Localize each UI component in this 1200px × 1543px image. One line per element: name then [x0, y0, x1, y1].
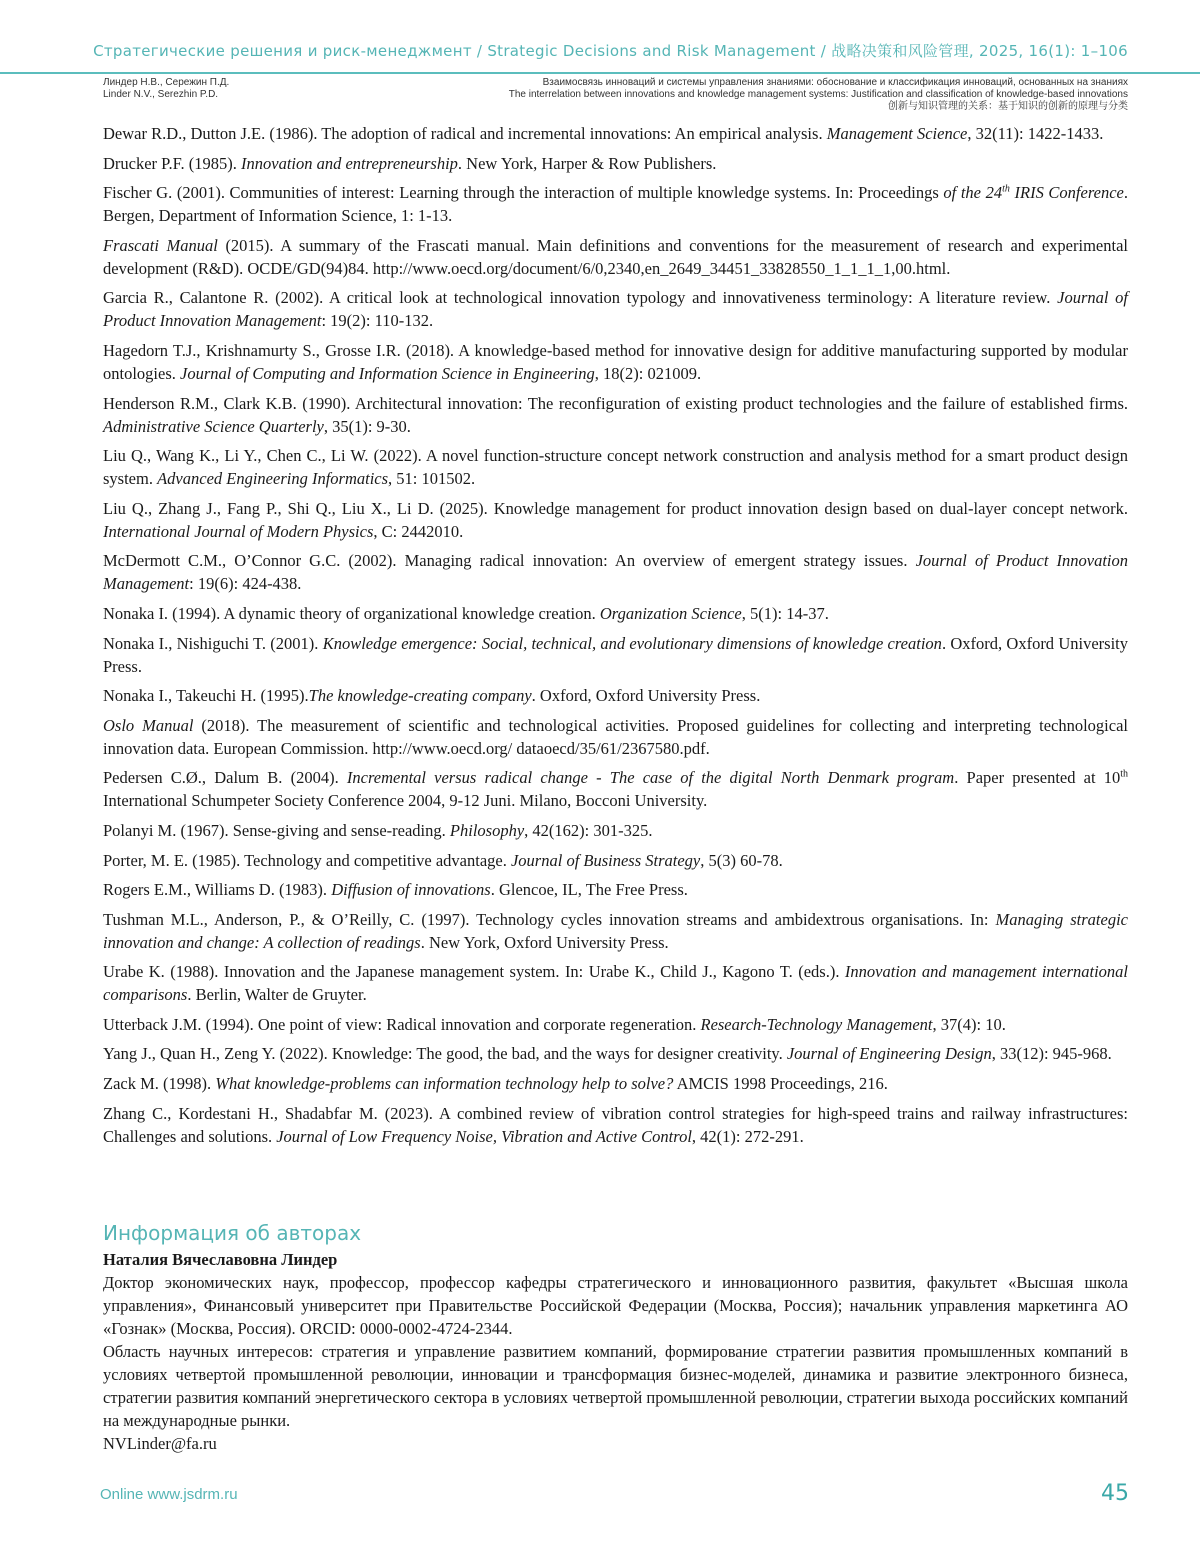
- reference-text: Zhang C., Kordestani H., Shadabfar M. (2023). A combined review of vibration control strategies for high-speed trains and railway infrastructures: Challenges and solutions.: [103, 1103, 1128, 1146]
- reference-item: [103, 549, 1128, 595]
- reference-text: : 19(2): 110-132.: [321, 311, 434, 331]
- author-info: [103, 1248, 1128, 1455]
- reference-text: McDermott C.M., O’Connor G.C. (2002). Managing radical innovation: An overview of emergent strategy issues.: [103, 551, 916, 571]
- reference-text: th: [1120, 768, 1129, 780]
- reference-text: Dewar R.D., Dutton J.E. (1986). The adoption of radical and incremental innovations: An empirical analysis.: [103, 124, 827, 143]
- reference-text: (2018). The measurement of scientific and technological activities. Proposed guidelines for collecting and interpreting technological innovation data. European Commission. http://www.oecd.org/ dataoecd/35/61/2367580.pdf.: [103, 715, 1128, 758]
- reference-text: . Bergen, Department of Information Science, 1: 1-13.: [103, 183, 1128, 226]
- reference-italic-text: Philosophy: [449, 820, 525, 840]
- reference-text: , C: 2442010.: [373, 521, 464, 541]
- reference-item: [103, 339, 1128, 385]
- reference-text: , 5(1): 14-37.: [741, 603, 829, 623]
- page-number: 45: [1101, 1481, 1129, 1506]
- reference-text: , 42(162): 301-325.: [524, 820, 653, 840]
- reference-text: . Glencoe, IL, The Free Press.: [490, 880, 688, 900]
- reference-italic-text: Managing strategic innovation and change: A collection of readings: [103, 909, 1128, 952]
- reference-italic-text: Diffusion of innovations: [331, 880, 491, 900]
- reference-italic-text: Journal of Business Strategy: [510, 850, 701, 870]
- reference-italic-text: Journal of Low Frequency Noise, Vibration and Active Control: [276, 1126, 692, 1146]
- reference-italic-text: Advanced Engineering Informatics: [157, 469, 389, 489]
- reference-text: Urabe K. (1988). Innovation and the Japanese management system. In: Urabe K., Child J., Kagono T. (eds.).: [103, 962, 845, 982]
- reference-text: Hagedorn T.J., Krishnamurty S., Grosse I.R. (2018). A knowledge-based method for innovative design for additive manufacturing supported by modular ontologies.: [103, 340, 1128, 383]
- article-subheader: [103, 77, 1128, 117]
- reference-italic-text: What knowledge-problems can information technology help to solve?: [215, 1074, 674, 1094]
- reference-italic-text: Journal of Product Innovation Management: [103, 288, 1128, 331]
- reference-item: [103, 181, 1128, 227]
- reference-text: , 5(3) 60-78.: [700, 850, 783, 870]
- title-zh: 创新与知识管理的关系：基于知识的创新的原理与分类: [888, 101, 1128, 112]
- reference-item: [103, 444, 1128, 490]
- author-email[interactable]: NVLinder@fa.ru: [103, 1434, 217, 1453]
- reference-item: [103, 234, 1128, 280]
- reference-text: International Schumpeter Society Conference 2004, 9-12 Juni. Milano, Bocconi University.: [103, 791, 708, 811]
- reference-item: [103, 122, 1128, 145]
- reference-text: Pedersen C.Ø., Dalum B. (2004).: [103, 768, 347, 788]
- reference-text: Liu Q., Wang K., Li Y., Chen C., Li W. (2022). A novel function-structure concept network construction and analysis method for a smart product design system.: [103, 446, 1128, 489]
- reference-item: [103, 1102, 1128, 1148]
- author-name: Наталия Вячеславовна Линдер: [103, 1250, 338, 1269]
- authors-ru: Линдер Н.В., Сережин П.Д.: [103, 77, 230, 88]
- reference-item: [103, 286, 1128, 332]
- reference-text: (2015). A summary of the Frascati manual. Main definitions and conventions for the measurement of research and experimental development (R&D). OCDE/GD(94)84. http://www.oecd.org/document/6/0,2340,en_2649_34451_33828550_1_1_1_1,00.html.: [103, 235, 1128, 278]
- author-bio: Доктор экономических наук, профессор, профессор кафедры стратегического и инновационного развития, факультет «Высшая школа управления», Финансовый университет при Правительстве Российской Федерации (Москва, Россия); начальник управления маркетинга АО «Гознак» (Москва, Россия). ORCID: 0000-0002-4724-2344.: [103, 1273, 1128, 1338]
- reference-text: Nonaka I., Nishiguchi T. (2001).: [103, 633, 323, 653]
- reference-item: [103, 819, 1128, 842]
- reference-text: . New York, Oxford University Press.: [420, 932, 669, 952]
- reference-item: [103, 1072, 1128, 1095]
- reference-text: , 42(1): 272-291.: [691, 1126, 804, 1146]
- reference-text: , 35(1): 9-30.: [323, 416, 411, 436]
- reference-text: Rogers E.M., Williams D. (1983).: [103, 880, 332, 900]
- running-head: [0, 36, 1200, 74]
- reference-text: Nonaka I. (1994). A dynamic theory of organizational knowledge creation.: [103, 603, 600, 623]
- reference-text: , 37(4): 10.: [932, 1014, 1006, 1034]
- reference-italic-text: Journal of Engineering Design: [786, 1044, 992, 1064]
- reference-text: Fischer G. (2001). Communities of interest: Learning through the interaction of multiple knowledge systems. In: Proceedings: [103, 183, 944, 203]
- reference-text: . Oxford, Oxford University Press.: [531, 686, 761, 706]
- reference-text: , 32(11): 1422-1433.: [967, 124, 1104, 143]
- reference-italic-text: Research-Technology Management: [700, 1014, 933, 1034]
- journal-title: Стратегические решения и риск-менеджмент / Strategic Decisions and Risk Management / 战略决策和风险管理, 2025, 16(1): 1–106: [93, 42, 1128, 60]
- reference-item: [103, 632, 1128, 678]
- reference-item: [103, 684, 1128, 707]
- reference-item: [103, 849, 1128, 872]
- reference-text: , 18(2): 021009.: [594, 363, 702, 383]
- reference-item: [103, 908, 1128, 954]
- reference-italic-text: Organization Science: [599, 603, 742, 623]
- reference-italic-text: Journal of Product Innovation Management: [103, 551, 1128, 594]
- reference-text: . Paper presented at 10: [954, 768, 1121, 788]
- authors-section-title: Информация об авторах: [103, 1221, 362, 1245]
- authors-en: Linder N.V., Serezhin P.D.: [103, 89, 219, 100]
- reference-italic-text: Frascati Manual: [103, 235, 218, 255]
- reference-list: [103, 122, 1128, 1154]
- title-en: The interrelation between innovations and knowledge management systems: Justification and classification of knowledge-based innovations: [508, 89, 1128, 100]
- reference-italic-text: th: [1002, 183, 1010, 195]
- reference-text: Utterback J.M. (1994). One point of view: Radical innovation and corporate regeneration.: [103, 1014, 701, 1034]
- reference-italic-text: International Journal of Modern Physics: [103, 521, 374, 541]
- title-ru: Взаимосвязь инноваций и системы управления знаниями: обоснование и классификация инноваций, основанных на знаниях: [542, 77, 1128, 88]
- reference-text: Zack M. (1998).: [103, 1074, 216, 1094]
- reference-text: Yang J., Quan H., Zeng Y. (2022). Knowledge: The good, the bad, and the ways for designer creativity.: [103, 1044, 787, 1064]
- reference-text: : 19(6): 424-438.: [189, 574, 302, 594]
- author-interests: Область научных интересов: стратегия и управление развитием компаний, формирование стратегии развития промышленных компаний в условиях четвертой промышленной революции, инновации и трансформация бизнес-моделей, динамика и развитие электронного бизнеса, стратегии развития компаний энергетического сектора в условиях четвертой промышленной революции, стратегии выхода российских компаний на международные рынки.: [103, 1342, 1128, 1430]
- reference-item: [103, 878, 1128, 901]
- reference-text: , 51: 101502.: [388, 469, 476, 489]
- reference-item: [103, 152, 1128, 175]
- reference-italic-text: Knowledge emergence: Social, technical, and evolutionary dimensions of knowledge creation: [322, 633, 942, 653]
- reference-text: . New York, Harper & Row Publishers.: [457, 153, 717, 173]
- reference-italic-text: Oslo Manual: [103, 715, 194, 735]
- reference-italic-text: Innovation and management international comparisons: [103, 962, 1129, 1005]
- reference-text: Garcia R., Calantone R. (2002). A critical look at technological innovation typology and innovativeness terminology: A literature review.: [103, 288, 1058, 308]
- reference-item: [103, 602, 1128, 625]
- reference-text: Liu Q., Zhang J., Fang P., Shi Q., Liu X., Li D. (2025). Knowledge management for product innovation design based on dual-layer concept network.: [103, 498, 1128, 518]
- reference-item: [103, 392, 1128, 438]
- article-title: [509, 77, 1128, 113]
- reference-text: Porter, M. E. (1985). Technology and competitive advantage.: [103, 850, 511, 870]
- reference-italic-text: Journal of Computing and Information Science in Engineering: [180, 363, 595, 383]
- reference-italic-text: IRIS Conference: [1009, 183, 1124, 203]
- reference-text: Tushman M.L., Anderson, P., & O’Reilly, C. (1997). Technology cycles innovation streams and ambidextrous organisations. In:: [103, 909, 996, 929]
- reference-text: . Berlin, Walter de Gruyter.: [187, 985, 367, 1005]
- reference-item: [103, 960, 1128, 1006]
- reference-italic-text: The knowledge-creating company: [308, 686, 532, 706]
- reference-item: [103, 1013, 1128, 1036]
- reference-italic-text: Administrative Science Quarterly: [103, 416, 324, 436]
- reference-item: [103, 766, 1128, 812]
- reference-text: Polanyi M. (1967). Sense-giving and sense-reading.: [103, 820, 450, 840]
- article-authors: [103, 77, 229, 101]
- reference-text: Henderson R.M., Clark K.B. (1990). Architectural innovation: The reconfiguration of existing product technologies and the failure of established firms.: [103, 393, 1128, 413]
- reference-text: AMCIS 1998 Proceedings, 216.: [673, 1074, 888, 1094]
- reference-item: [103, 497, 1128, 543]
- reference-italic-text: Management Science: [826, 124, 968, 143]
- reference-text: , 33(12): 945-968.: [991, 1044, 1112, 1064]
- reference-italic-text: Incremental versus radical change - The case of the digital North Denmark program: [346, 768, 955, 788]
- reference-text: . Oxford, Oxford University Press.: [103, 633, 1128, 676]
- reference-text: Drucker P.F. (1985).: [103, 153, 241, 173]
- reference-italic-text: Innovation and entrepreneurship: [241, 153, 458, 173]
- reference-italic-text: of the 24: [943, 183, 1003, 203]
- reference-item: [103, 1042, 1128, 1065]
- reference-item: [103, 714, 1128, 760]
- footer-website-link[interactable]: Online www.jsdrm.ru: [100, 1486, 238, 1503]
- reference-text: Nonaka I., Takeuchi H. (1995).: [103, 686, 309, 706]
